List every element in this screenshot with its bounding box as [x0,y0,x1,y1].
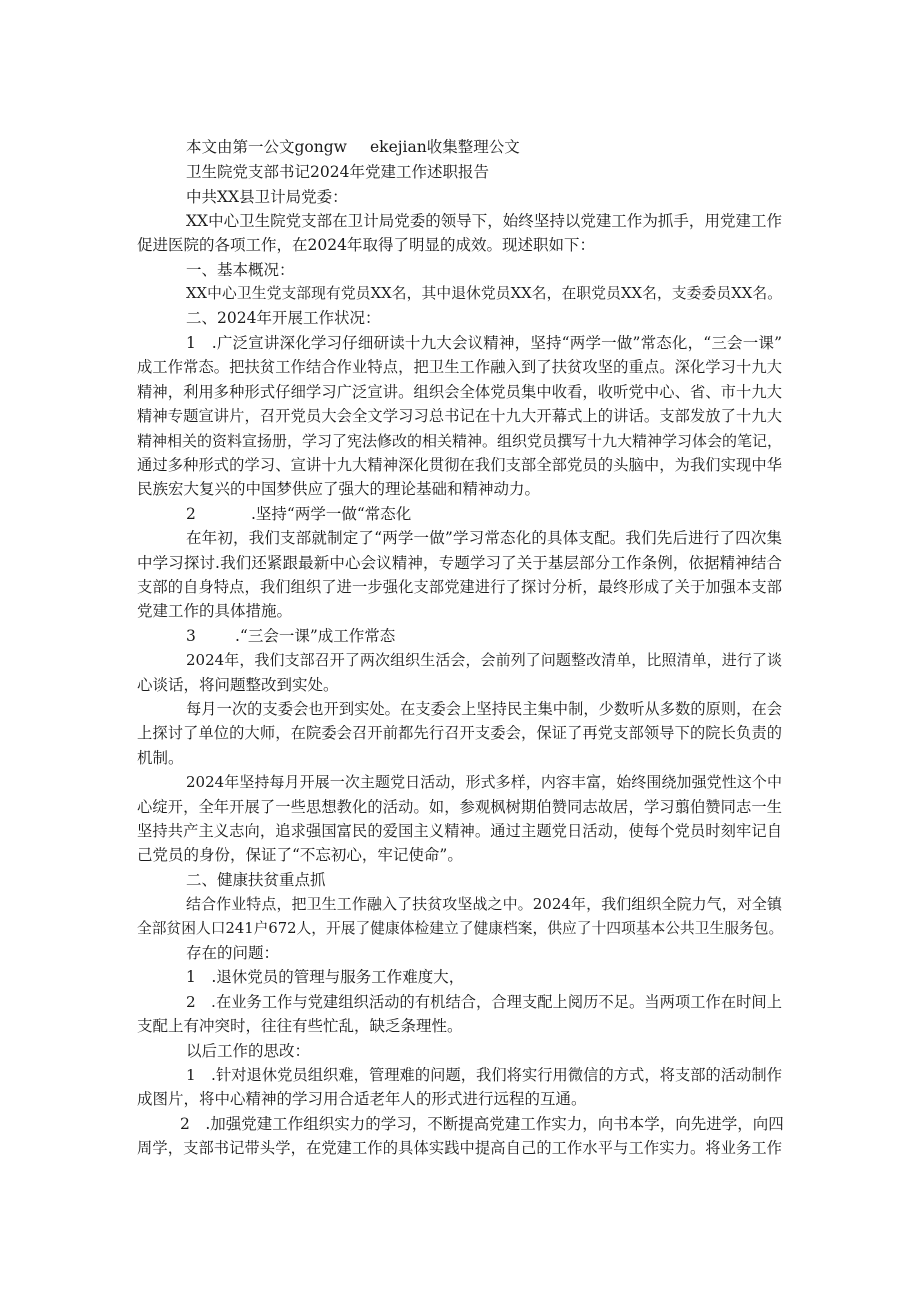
item-2-number: 2 [186,505,196,523]
item-3-number: 3 [186,627,196,645]
document-title: 卫生院党支部书记2024年党建工作述职报告 [186,163,489,181]
future-1-line: 成图片，将中心精神的学习用合适老年人的形式进行远程的互通。 [137,1090,587,1108]
future-1-line: 1 .针对退休党员组织难，管理难的问题，我们将实行用微信的方式，将支部的活动制作 [186,1066,782,1084]
section-2-heading: 二、2024年开展工作状况： [186,309,381,327]
item-1-line: 精神专题宣讲片，召开党员大会全文学习习总书记在十九大开幕式上的讲话。支部发放了十九大 [137,407,782,425]
intro-line: XX中心卫生院党支部在卫计局党委的领导下，始终坚持以党建工作为抓手，用党建工作 [186,212,782,230]
monthly-meeting-line: 每月一次的支委会也开到实处。在支委会上坚持民主集中制，少数听从多数的原则，在会 [186,700,782,718]
item-1-line: 精神，利用多种形式仔细学习广泛宣讲。组织会全体党员集中收看，收听党中心、省、市十九大 [137,383,782,401]
item-2-line: 在年初，我们支部就制定了“两学一做”学习常态化的具体支配。我们先后进行了四次集 [186,529,782,547]
item-2-line: 中学习探讨.我们还紧跟最新中心会议精神，专题学习了关于基层部分工作条例，依据精神结合 [137,554,782,572]
problems-heading: 存在的问题： [186,944,280,962]
monthly-meeting-line: 上探讨了单位的大师，在院委会召开前都先行召开支委会，保证了再党支部领导下的院长负责的 [137,724,782,742]
party-day-line: 坚持共产主义志向，追求强国富民的爱国主义精神。通过主题党日活动，使每个党员时刻牢记自 [137,822,782,840]
problem-2-line: 支配上有冲突时，往往有些忙乱，缺乏条理性。 [137,1017,463,1035]
item-2-line: 党建工作的具体措施。 [137,602,293,620]
problem-1: 1 .退休党员的管理与服务工作难度大， [186,968,465,986]
item-3-line: 心谈话，将问题整改到实处。 [137,676,339,694]
item-1-line: 成工作常态。把扶贫工作结合作业特点，把卫生工作融入到了扶贫攻坚的重点。深化学习十九大 [137,358,782,376]
addressee: 中共XX县卫计局党委： [186,188,348,206]
item-1-line: 精神相关的资料宣扬册，学习了宪法修改的相关精神。组织党员撰写十九大精神学习体会的笔记， [137,432,783,450]
section-1-heading: 一、基本概况： [186,261,295,279]
item-3-line: 2024年，我们支部召开了两次组织生活会，会前列了问题整改清单，比照清单，进行了谈 [186,651,782,669]
source-note-part-2: ekejian收集整理公文 [370,138,520,156]
source-note-part-1: 本文由第一公文gongw [186,138,347,156]
future-heading: 以后工作的思改： [186,1042,311,1060]
section-1-body: XX中心卫生党支部现有党员XX名，其中退休党员XX名，在职党员XX名，支委委员XX名。 [186,285,782,302]
item-3-title: .“三会一课”成工作常态 [235,627,396,645]
section-3-line: 结合作业特点，把卫生工作融入了扶贫攻坚战之中。2024年，我们组织全院力气，对全镇 [186,895,782,913]
future-2-line: 2 .加强党建工作组织实力的学习，不断提高党建工作实力，向书本学，向先进学，向四 [180,1115,784,1133]
monthly-meeting-line: 机制。 [137,749,184,767]
party-day-line: 心绽开，全年开展了一些思想教化的活动。如，参观枫树期伯赞同志故居，学习翦伯赞同志一生 [137,798,782,816]
problem-2-line: 2 .在业务工作与党建组织活动的有机结合，合理支配上阅历不足。当两项工作在时间上 [186,993,782,1011]
item-2-line: 支部的自身特点，我们组织了进一步强化支部党建进行了探讨分析，最终形成了关于加强本支部 [137,578,782,596]
party-day-line: 2024年坚持每月开展一次主题党日活动，形式多样，内容丰富，始终围绕加强党性这个中 [186,773,782,791]
section-3-line: 全部贫困人口241户672人，开展了健康体检建立了健康档案，供应了十四项基本公共卫生服务包。 [137,920,784,937]
party-day-line: 己党员的身份，保证了“不忘初心，牢记使命”。 [137,846,463,864]
section-3-heading: 二、健康扶贫重点抓 [186,871,326,889]
item-1-line: 1 .广泛宣讲深化学习仔细研读十九大会议精神，坚持“两学一做”常态化，“三会一课” [186,334,782,352]
future-2-line: 周学，支部书记带头学，在党建工作的具体实践中提高自己的工作水平与工作实力。将业务工作 [137,1139,782,1157]
intro-line: 促进医院的各项工作，在2024年取得了明显的成效。现述职如下： [137,236,595,254]
item-1-line: 通过多种形式的学习、宣讲十九大精神深化贯彻在我们支部全部党员的头脑中，为我们实现中华 [137,456,782,474]
item-1-line: 民族宏大复兴的中国梦供应了强大的理论基础和精神动力。 [137,480,541,498]
item-2-title: .坚持“两学一做“常态化 [251,505,412,523]
